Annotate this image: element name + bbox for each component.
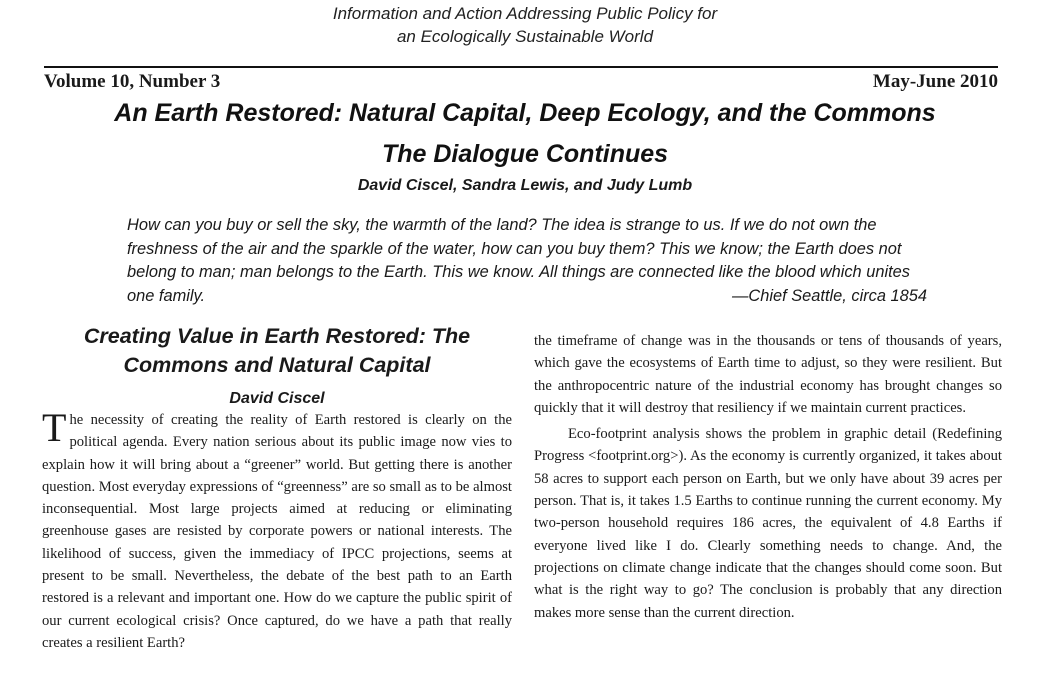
drop-cap: T bbox=[42, 405, 67, 450]
left-column bbox=[42, 322, 512, 654]
tagline-line-2: an Ecologically Sustainable World bbox=[396, 27, 654, 46]
issue-bar bbox=[44, 66, 998, 94]
section-title-line-2: Commons and Natural Capital bbox=[123, 353, 431, 377]
right-column bbox=[534, 330, 1002, 624]
article-title: An Earth Restored: Natural Capital, Deep Ecology, and the Commons bbox=[114, 99, 936, 127]
section-title-line-1: Creating Value in Earth Restored: The bbox=[83, 324, 471, 348]
section-paragraph-1 bbox=[42, 405, 512, 654]
tagline-line-1: Information and Action Addressing Public Policy for bbox=[332, 4, 718, 23]
right-paragraph-2: Eco-footprint analysis shows the problem in graphic detail (Redefining Progress <footprint.org>). As the economy is currently organized, it takes about 58 acres to support each person on Earth, but we only have about 39 acres per person. That is, it takes 1.5 Earths to continue running the current economy. My two-person household requires 186 acres, the equivalent of 4.8 Earths if everyone lived like I do. Clearly something needs to change. And, the projections on climate change indicate that the changes should come soon. But what is the right way to go? The conclusion is probably that any direction makes more sense than the current direction. bbox=[534, 426, 1002, 621]
epigraph-text: How can you buy or sell the sky, the warmth of the land? The idea is strange to us. If we do not own the freshness of the air and the sparkle of the water, how can you buy them? This we know; the Earth does not belong to man; man belongs to the Earth. This we know. All things are connected like the blood which unites one family. bbox=[127, 216, 910, 305]
section-paragraph-1-text: he necessity of creating the reality of Earth restored is clearly on the political agenda. Every nation serious about its public image now vies to explain how it will bring about a “greener” world. But getting there is another question. Most everyday expressions of “greenness” are so small as to be almost inconsequential. Most large projects aimed at reducing or eliminating greenhouse gases are resisted by corporate powers or national interests. The likelihood of success, given the immediacy of IPCC projections, seems at present to be small. Nevertheless, the debate of the best path to an Earth restored is a relevant and important one. How do we capture the public spirit of our current ecological crisis? Once captured, do we have a path that really creates a resilient Earth? bbox=[42, 412, 512, 651]
issue-volume: Volume 10, Number 3 bbox=[44, 71, 221, 92]
epigraph bbox=[127, 214, 927, 308]
masthead-tagline bbox=[0, 2, 1050, 48]
article-authors: David Ciscel, Sandra Lewis, and Judy Lumb bbox=[357, 177, 693, 194]
article-subtitle: The Dialogue Continues bbox=[381, 140, 669, 168]
section-title bbox=[42, 322, 512, 380]
epigraph-attribution: —Chief Seattle, circa 1854 bbox=[732, 286, 927, 305]
right-paragraph-1: the timeframe of change was in the thousands or tens of thousands of years, which gave the ecosystems of Earth time to adjust, so they were resilient. But the anthropocentric nature of the industrial economy has brought changes so quickly that it will destroy that resiliency if we maintain current practices. bbox=[534, 333, 1002, 416]
section-author: David Ciscel bbox=[229, 390, 325, 407]
issue-date: May-June 2010 bbox=[872, 71, 998, 92]
